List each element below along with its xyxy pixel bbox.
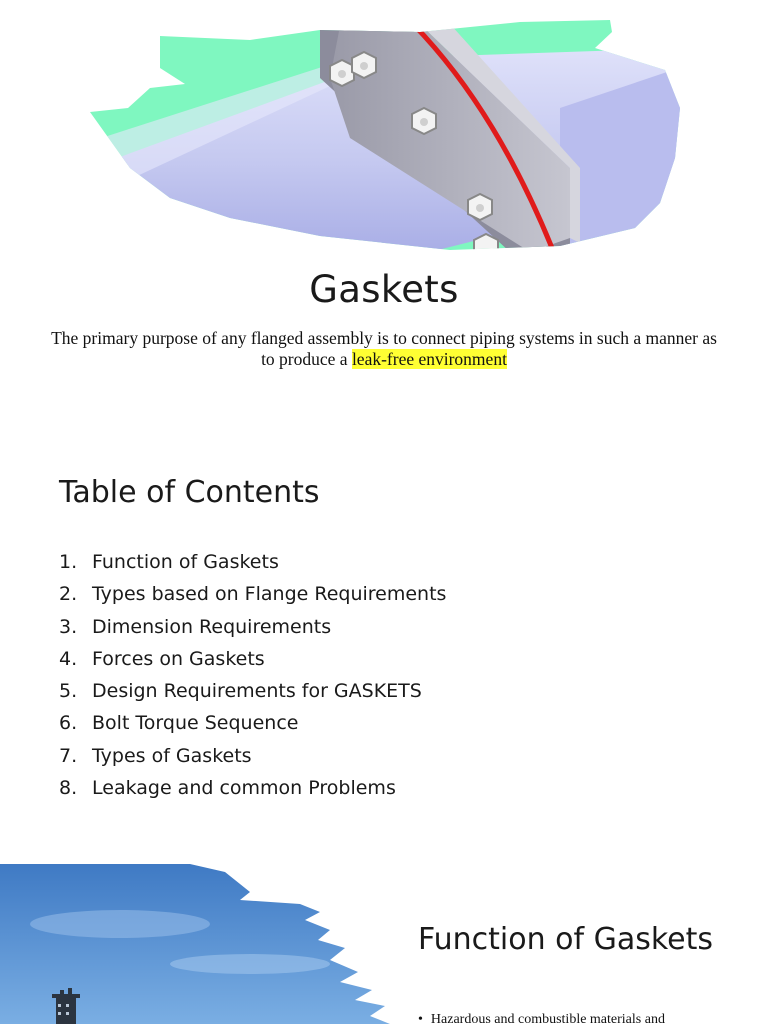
toc-item-label: Types of Gaskets [92, 744, 252, 767]
toc-item-6[interactable] [59, 707, 446, 739]
toc-item-label: Design Requirements for GASKETS [92, 680, 422, 703]
subtitle-highlight: leak-free environment [351, 349, 507, 369]
toc-item-number: 2. [59, 583, 78, 606]
toc-item-label: Leakage and common Problems [92, 777, 396, 800]
toc-item-8[interactable] [59, 772, 446, 804]
function-slide [0, 864, 768, 1027]
toc-item-label: Bolt Torque Sequence [92, 712, 299, 735]
page-title: Gaskets [309, 268, 459, 311]
toc-item-7[interactable] [59, 740, 446, 772]
toc-item-label: Dimension Requirements [92, 615, 332, 638]
toc-item-4[interactable] [59, 643, 446, 675]
toc-list [59, 546, 446, 804]
toc-item-number: 6. [59, 712, 78, 735]
toc-item-2[interactable] [59, 578, 446, 610]
subtitle-text: The primary purpose of any flanged assembly is to connect piping systems in such a manner as to produce a [51, 328, 717, 369]
function-bullet-list [418, 1012, 665, 1028]
bullet-dot-icon: • [418, 1012, 423, 1027]
toc-item-number: 5. [59, 680, 78, 703]
toc-item-label: Forces on Gaskets [92, 647, 265, 670]
refinery-photo [0, 864, 390, 1024]
function-heading: Function of Gaskets [418, 922, 714, 957]
toc-heading: Table of Contents [59, 475, 320, 510]
toc-slide [0, 460, 768, 820]
title-subtitle [50, 328, 718, 370]
flange-pipe-illustration [90, 18, 685, 252]
toc-item-label: Function of Gaskets [92, 551, 279, 573]
bullet-text: Hazardous and combustible materials and [430, 1012, 665, 1027]
toc-item-1[interactable] [59, 546, 446, 578]
toc-item-number: 1. [59, 551, 78, 573]
toc-item-number: 7. [59, 744, 78, 767]
function-bullet [418, 1012, 665, 1028]
toc-item-label: Types based on Flange Requirements [92, 583, 447, 606]
toc-item-number: 8. [59, 777, 78, 800]
toc-item-number: 4. [59, 647, 78, 670]
toc-item-number: 3. [59, 615, 78, 638]
toc-item-5[interactable] [59, 675, 446, 707]
toc-item-3[interactable] [59, 611, 446, 643]
title-slide [0, 0, 768, 400]
